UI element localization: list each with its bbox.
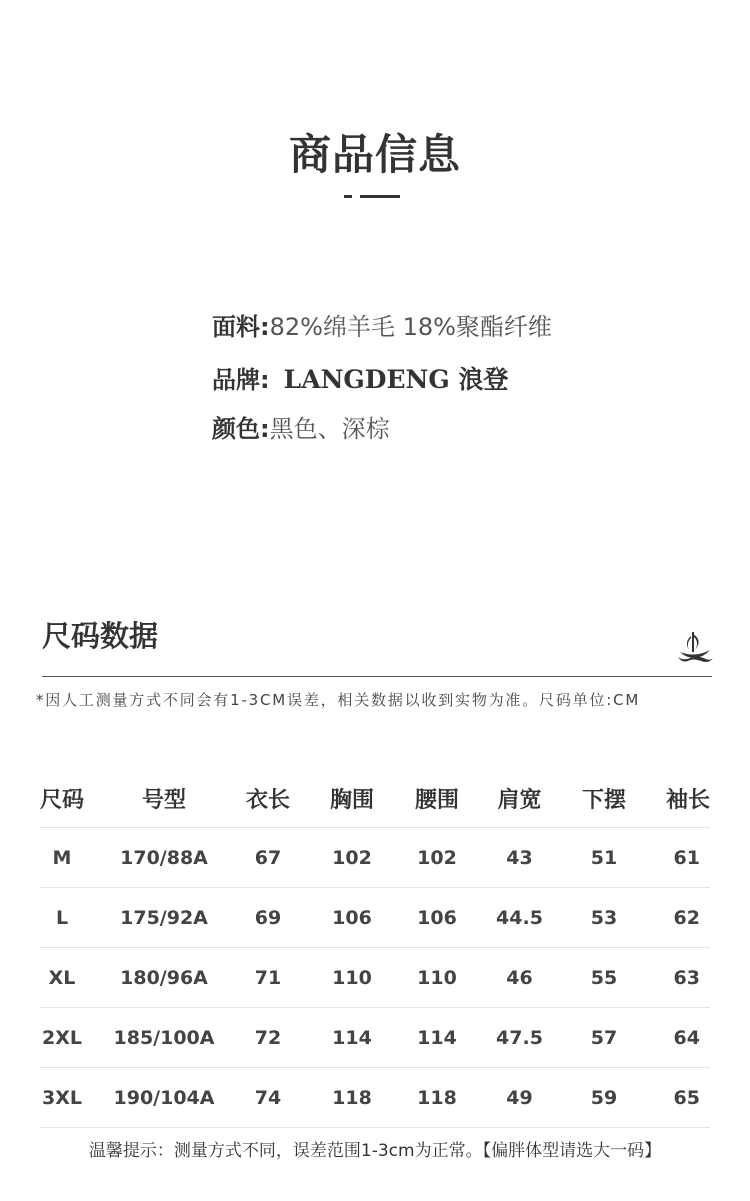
table-cell: XL	[40, 948, 84, 1008]
table-cell: 114	[412, 1008, 462, 1068]
col-header-model: 号型	[84, 770, 244, 828]
size-table	[40, 770, 710, 1128]
col-header-hem: 下摆	[577, 770, 631, 828]
table-cell: 67	[244, 828, 292, 888]
table-cell: 106	[292, 888, 412, 948]
table-cell: 69	[244, 888, 292, 948]
table-cell: 180/96A	[84, 948, 244, 1008]
brand-ship-logo-icon	[676, 630, 714, 664]
table-cell: 72	[244, 1008, 292, 1068]
fabric-label: 面料:	[212, 313, 270, 341]
table-cell: 106	[412, 888, 462, 948]
table-cell: 43	[462, 828, 577, 888]
divider-bar	[360, 195, 400, 198]
table-cell: 118	[292, 1068, 412, 1128]
color-row	[212, 412, 390, 446]
table-cell: 51	[577, 828, 631, 888]
table-cell: 110	[292, 948, 412, 1008]
table-cell: 63	[631, 948, 710, 1008]
divider-dot	[344, 195, 352, 198]
table-row	[40, 828, 710, 888]
table-cell: 53	[577, 888, 631, 948]
table-cell: M	[40, 828, 84, 888]
brand-value: LANGDENG 浪登	[283, 365, 509, 394]
table-cell: L	[40, 888, 84, 948]
size-data-title: 尺码数据	[42, 619, 159, 653]
col-header-sleeve: 袖长	[631, 770, 710, 828]
size-note: *因人工测量方式不同会有1-3CM误差，相关数据以收到实物为准。尺码单位:CM	[36, 691, 641, 709]
brand-label: 品牌:	[212, 366, 270, 394]
table-cell: 2XL	[40, 1008, 84, 1068]
col-header-chest: 胸围	[292, 770, 412, 828]
table-cell: 44.5	[462, 888, 577, 948]
table-row	[40, 948, 710, 1008]
table-row	[40, 888, 710, 948]
table-cell: 190/104A	[84, 1068, 244, 1128]
brand-row	[212, 363, 508, 397]
table-cell: 102	[412, 828, 462, 888]
table-cell: 61	[631, 828, 710, 888]
table-cell: 47.5	[462, 1008, 577, 1068]
table-row	[40, 1068, 710, 1128]
title-divider	[344, 195, 400, 198]
col-header-shoulder: 肩宽	[462, 770, 577, 828]
table-cell: 102	[292, 828, 412, 888]
footer-tip: 温馨提示：测量方式不同，误差范围1-3cm为正常。【偏胖体型请选大一码】	[88, 1141, 662, 1161]
fabric-row	[212, 310, 552, 344]
table-cell: 46	[462, 948, 577, 1008]
color-label: 颜色:	[212, 415, 270, 443]
table-cell: 118	[412, 1068, 462, 1128]
size-table-header	[40, 770, 710, 828]
table-row	[40, 1008, 710, 1068]
size-divider	[42, 676, 712, 677]
table-cell: 49	[462, 1068, 577, 1128]
table-cell: 55	[577, 948, 631, 1008]
table-cell: 74	[244, 1068, 292, 1128]
col-header-size: 尺码	[40, 770, 84, 828]
table-cell: 59	[577, 1068, 631, 1128]
table-cell: 114	[292, 1008, 412, 1068]
col-header-length: 衣长	[244, 770, 292, 828]
product-info-title: 商品信息	[288, 130, 461, 179]
table-cell: 64	[631, 1008, 710, 1068]
table-cell: 185/100A	[84, 1008, 244, 1068]
table-cell: 110	[412, 948, 462, 1008]
table-cell: 65	[631, 1068, 710, 1128]
table-cell: 175/92A	[84, 888, 244, 948]
col-header-waist: 腰围	[412, 770, 462, 828]
table-cell: 71	[244, 948, 292, 1008]
color-value: 黑色、深棕	[269, 415, 390, 443]
table-cell: 3XL	[40, 1068, 84, 1128]
fabric-value: 82%绵羊毛 18%聚酯纤维	[269, 313, 552, 341]
table-cell: 62	[631, 888, 710, 948]
table-cell: 170/88A	[84, 828, 244, 888]
table-cell: 57	[577, 1008, 631, 1068]
